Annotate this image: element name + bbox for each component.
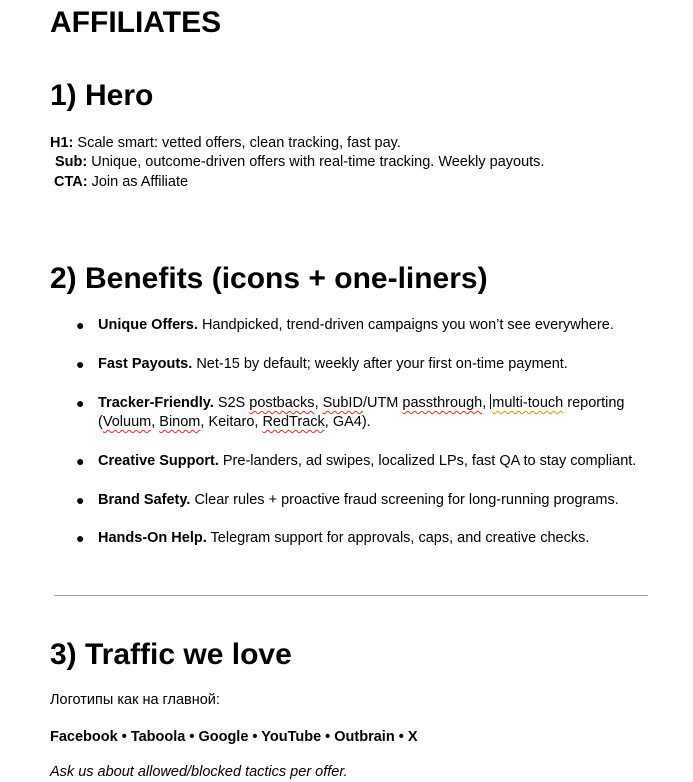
benefit-title: Hands-On Help. [98, 530, 207, 546]
grammar-word[interactable]: multi-touch [492, 395, 564, 411]
tracker-word: , [314, 395, 319, 411]
bullet-dot-icon: ● [76, 492, 85, 508]
tracker-word: S2S [217, 395, 246, 411]
tracker-word: /UTM [362, 395, 399, 411]
benefit-title: Tracker-Friendly. [98, 395, 214, 411]
hero-cta-label: CTA: [54, 174, 88, 190]
bullet-dot-icon: ● [76, 395, 85, 411]
hero-heading: 1) Hero [50, 79, 154, 112]
bullet-dot-icon: ● [76, 530, 85, 546]
benefits-heading: 2) Benefits (icons + one-liners) [50, 262, 488, 295]
benefit-title: Brand Safety. [98, 492, 191, 508]
benefit-text: Net-15 by default; weekly after your first on-time payment. [196, 356, 568, 372]
tracker-word: , GA4). [324, 414, 371, 430]
spellcheck-word[interactable]: passthrough [402, 395, 483, 411]
benefit-text: Clear rules + proactive fraud screening for long-running programs. [194, 492, 619, 508]
hero-cta-text: Join as Affiliate [91, 174, 189, 190]
bullet-dot-icon: ● [76, 453, 85, 469]
tracker-word: , [151, 414, 156, 430]
traffic-note[interactable]: Логотипы как на главной: [50, 692, 220, 708]
spellcheck-word[interactable]: Binom [159, 414, 201, 430]
tracker-word: , [482, 395, 487, 411]
tracker-word: reporting ( [98, 395, 625, 430]
traffic-footer[interactable]: Ask us about allowed/blocked tactics per offer. [50, 764, 348, 780]
bullet-dot-icon: ● [76, 356, 85, 372]
spellcheck-word[interactable]: Voluum [102, 414, 152, 430]
horizontal-divider [54, 595, 648, 596]
hero-sub-label: Sub: [55, 154, 88, 170]
spellcheck-word[interactable]: RedTrack [262, 414, 325, 430]
tracker-word: , Keitaro, [200, 414, 259, 430]
traffic-sources[interactable]: Facebook • Taboola • Google • YouTube • Outbrain • X [50, 729, 418, 745]
benefit-title: Creative Support. [98, 453, 219, 469]
hero-h1-text: Scale smart: vetted offers, clean tracking, fast pay. [77, 135, 401, 151]
traffic-heading: 3) Traffic we love [50, 638, 292, 671]
benefit-text: Pre-landers, ad swipes, localized LPs, fast QA to stay compliant. [222, 453, 637, 469]
benefit-title: Fast Payouts. [98, 356, 193, 372]
spellcheck-word[interactable]: postbacks [249, 395, 315, 411]
hero-sub-text: Unique, outcome-driven offers with real-time tracking. Weekly payouts. [91, 154, 545, 170]
spellcheck-word[interactable]: SubID [322, 395, 363, 411]
page-title: AFFILIATES [50, 6, 222, 39]
benefit-text: Handpicked, trend-driven campaigns you won’t see everywhere. [201, 317, 614, 333]
benefit-text: Telegram support for approvals, caps, and creative checks. [210, 530, 590, 546]
hero-h1-line[interactable] [50, 133, 401, 153]
benefit-title: Unique Offers. [98, 317, 198, 333]
hero-cta-line[interactable] [54, 172, 188, 192]
hero-h1-label: H1: [50, 135, 74, 151]
bullet-dot-icon: ● [76, 317, 85, 333]
hero-sub-line[interactable] [55, 152, 544, 172]
